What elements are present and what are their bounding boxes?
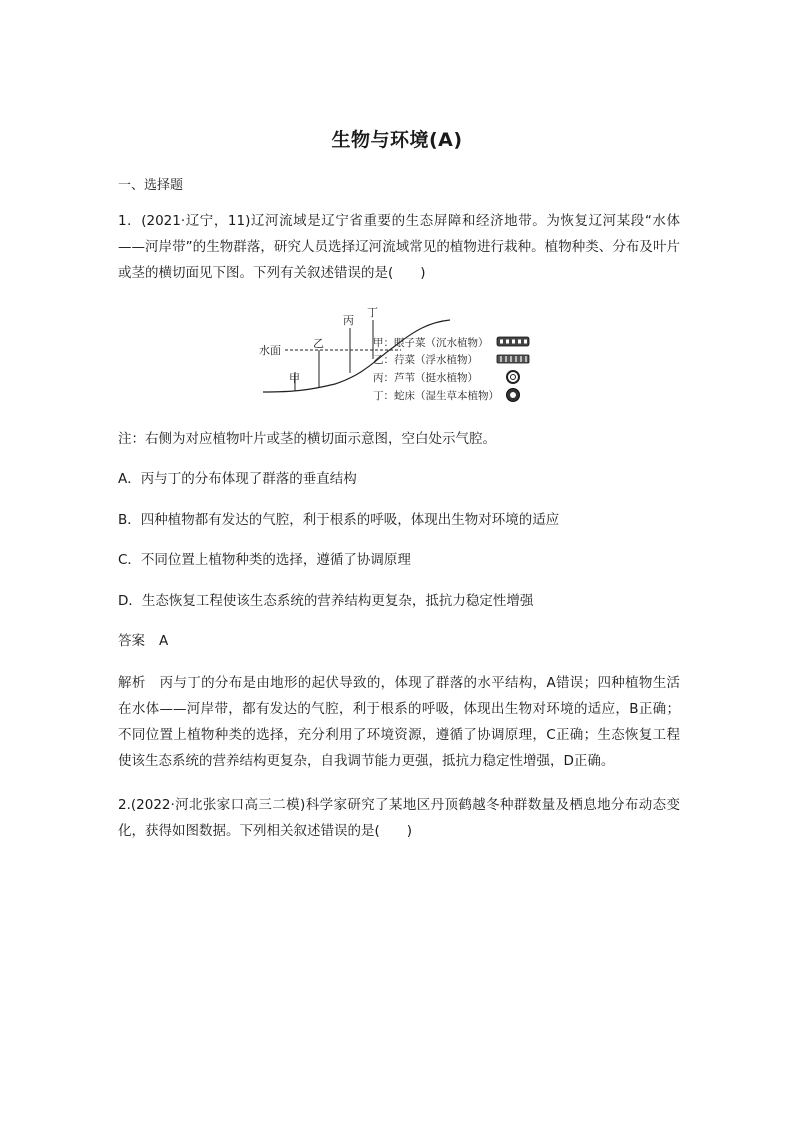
option-b: B．四种植物都有发达的气腔，利于根系的呼吸，体现出生物对环境的适应 — [118, 512, 560, 528]
question-2-stem: 2.(2022·河北张家口高三二模)科学家研究了某地区丹顶鹤越冬种群数量及栖息地分布动态变化，获得如图数据。下列相关叙述错误的是( ) — [118, 797, 680, 839]
analysis-paragraph — [118, 670, 680, 774]
analysis-label: 解析 — [118, 675, 146, 691]
option-a: A．丙与丁的分布体现了群落的垂直结构 — [118, 471, 357, 487]
plant-bing-label: 丙 — [343, 314, 354, 327]
plant-distribution-figure — [255, 300, 545, 415]
option-c: C．不同位置上植物种类的选择，遵循了协调原理 — [118, 552, 411, 568]
dark-ring-cross-section-icon — [507, 389, 520, 402]
plant-yi-label: 乙 — [313, 337, 324, 350]
legend-bing-text: 丙：芦苇（挺水植物） — [373, 372, 478, 384]
water-surface-label: 水面 — [259, 344, 281, 357]
elongated-cross-section-icon — [497, 337, 529, 346]
legend-jia-text: 甲：眼子菜（沉水植物） — [373, 337, 489, 349]
analysis-text: 丙与丁的分布是由地形的起伏导致的，体现了群落的水平结构，A错误；四种植物生活在水体——河岸带，都有发达的气腔，利于根系的呼吸，体现出生物对环境的适应，B正确；不同位置上植物种类的选择，充分利用了环境资源，遵循了协调原理，C正确；生态恢复工程使该生态系统的营养结构更复杂，自我调节能力更强，抵抗力稳定性增强，D正确。 — [118, 675, 681, 769]
striped-cross-section-icon — [497, 355, 529, 363]
answer-label: 答案 — [118, 633, 145, 649]
legend-yi-text: 乙：荇菜（浮水植物） — [373, 354, 478, 366]
answer-value: A — [159, 633, 169, 649]
legend-ding-text: 丁：蛇床（湿生草本植物） — [373, 390, 499, 402]
plant-ding-label: 丁 — [367, 306, 378, 319]
plant-jia-label: 甲 — [289, 372, 300, 385]
section-heading: 一、选择题 — [118, 178, 184, 193]
answer-line — [118, 628, 680, 654]
figure-note: 注：右侧为对应植物叶片或茎的横切面示意图，空白处示气腔。 — [118, 431, 496, 447]
option-d: D．生态恢复工程使该生态系统的营养结构更复杂，抵抗力稳定性增强 — [118, 593, 534, 609]
page-title: 生物与环境(A) — [331, 129, 463, 151]
ring-cross-section-icon — [507, 371, 519, 383]
question-1-stem: 1．(2021·辽宁，11)辽河流域是辽宁省重要的生态屏障和经济地带。为恢复辽河某段“水体——河岸带”的生物群落，研究人员选择辽河流域常见的植物进行栽种。植物种类、分布及叶片或茎的横切面见下图。下列有关叙述错误的是( ) — [118, 213, 680, 281]
